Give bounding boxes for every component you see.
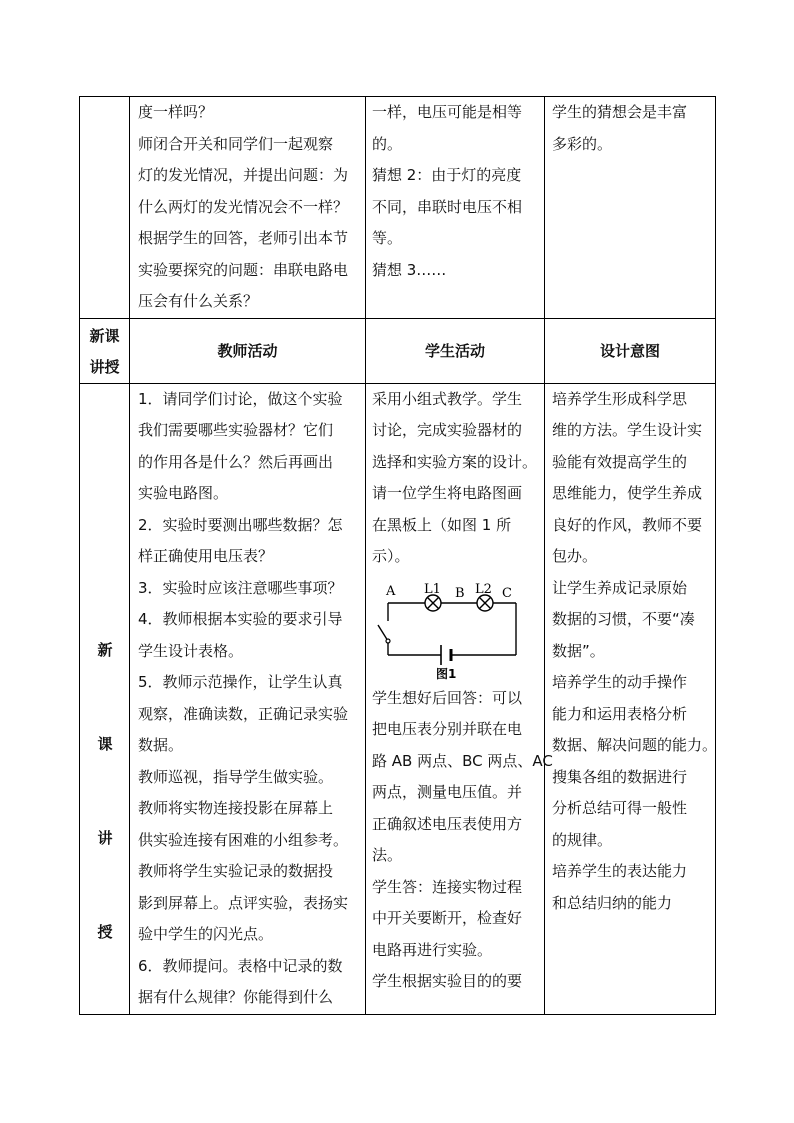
header-teacher-cell (130, 318, 366, 383)
teacher-activity-line: 6．教师提问。表格中记录的数 (138, 956, 343, 975)
circuit-label-c: C (502, 585, 512, 601)
design-intent-line: 数据的习惯，不要“凑 (552, 610, 695, 628)
teacher-activity-line: 数据。 (138, 736, 184, 754)
header-student-label: 学生活动 (424, 342, 485, 360)
student-activity-line: 示）。 (372, 547, 410, 565)
continuation-teacher-text (130, 97, 365, 318)
teacher-activity-line: 1．请同学们讨论，做这个实验 (138, 389, 343, 408)
design-intent-cell (545, 383, 716, 1014)
design-intent-line: 数据”。 (552, 641, 605, 660)
teacher-text-line: 实验要探究的问题：串联电路电 (138, 260, 349, 279)
figure-caption: 图1 (436, 666, 457, 681)
continuation-row (80, 97, 716, 319)
design-intent-line: 和总结归纳的能力 (552, 893, 673, 912)
body-row (80, 383, 716, 1014)
continuation-student-cell (366, 97, 545, 319)
header-section-cell (80, 318, 130, 383)
teacher-activity-line: 5．教师示范操作，让学生认真 (138, 673, 343, 691)
student-activity-line: 学生答：连接实物过程 (372, 877, 523, 896)
design-intent-line: 数据、解决问题的能力。 (552, 736, 718, 754)
design-intent-line: 培养学生的动手操作 (552, 673, 688, 691)
student-text-line: 等。 (372, 229, 403, 247)
design-intent-line: 分析总结可得一般性 (552, 799, 688, 817)
student-activity-line: 学生想好后回答：可以 (372, 688, 523, 707)
design-intent-line: 的规律。 (552, 830, 613, 849)
teacher-activity-line: 2．实验时要测出哪些数据？怎 (138, 515, 343, 534)
teacher-activity-line: 实验电路图。 (138, 484, 229, 502)
design-intent-line: 让学生养成记录原始 (552, 578, 688, 597)
design-intent-line: 包办。 (552, 547, 598, 565)
student-activity-text-b (366, 683, 553, 998)
teacher-activity-text (130, 384, 365, 1014)
lamp-l2-icon (477, 595, 493, 611)
teacher-activity-line: 4．教师根据本实验的要求引导 (138, 610, 343, 628)
student-activity-line: 电路再进行实验。 (372, 940, 493, 959)
design-intent-line: 培养学生的表达能力 (552, 862, 688, 880)
student-text-line: 的。 (372, 134, 403, 153)
design-text-line: 学生的猜想会是丰富 (552, 103, 688, 121)
student-activity-line: 正确叙述电压表使用方 (372, 814, 523, 833)
header-row (80, 318, 716, 383)
lamp-l1-icon (425, 595, 441, 611)
header-teacher-label: 教师活动 (217, 342, 278, 360)
teacher-text-line: 师闭合开关和同学们一起观察 (138, 134, 334, 153)
continuation-design-text (545, 97, 715, 160)
student-activity-line: 法。 (372, 846, 403, 864)
teacher-activity-line: 教师将实物连接投影在屏幕上 (138, 799, 334, 817)
header-section-line2: 讲授 (89, 357, 120, 376)
student-activity-line: 学生根据实验目的的要 (372, 972, 523, 990)
design-intent-line: 搜集各组的数据进行 (552, 767, 688, 786)
teacher-activity-cell (130, 383, 366, 1014)
header-section-line1: 新课 (89, 326, 120, 345)
continuation-side-cell (80, 97, 130, 319)
teacher-activity-line: 据有什么规律？你能得到什么 (138, 988, 334, 1006)
teacher-activity-line: 观察，准确读数，正确记录实验 (138, 704, 349, 723)
student-activity-line: 在黑板上（如图 1 所 (372, 515, 512, 534)
student-activity-line: 两点，测量电压值。并 (372, 783, 523, 801)
header-student-cell (366, 318, 545, 383)
teacher-text-line: 什么两灯的发光情况会不一样？ (138, 197, 349, 216)
circuit-label-l2: L2 (475, 581, 492, 597)
student-activity-line: 把电压表分别并联在电 (372, 720, 523, 738)
switch-lever (378, 625, 388, 641)
side-char-3: 讲 (97, 828, 113, 847)
student-activity-line: 中开关要断开，检查好 (372, 909, 523, 927)
teacher-activity-line: 的作用各是什么？然后再画出 (138, 452, 334, 471)
student-activity-cell (366, 383, 553, 1014)
switch-contact (386, 639, 390, 643)
student-text-line: 一样，电压可能是相等 (372, 103, 523, 121)
circuit-diagram (376, 581, 526, 681)
teacher-text-line: 度一样吗？ (138, 103, 214, 121)
side-char-4: 授 (97, 922, 113, 941)
student-text-line: 不同，串联时电压不相 (372, 197, 523, 216)
student-activity-line: 采用小组式教学。学生 (372, 389, 523, 408)
header-design-label: 设计意图 (599, 342, 660, 360)
design-intent-text (545, 384, 718, 920)
design-intent-line: 良好的作风，教师不要 (552, 515, 703, 534)
student-activity-text-a (366, 384, 544, 573)
student-activity-line: 请一位学生将电路图画 (372, 484, 523, 502)
student-activity-line: 路 AB 两点、BC 两点、AC (372, 751, 553, 770)
continuation-student-text (366, 97, 544, 286)
student-text-line: 猜想 3…… (372, 260, 447, 279)
continuation-design-cell (545, 97, 716, 319)
student-activity-line: 讨论，完成实验器材的 (372, 421, 523, 439)
student-activity-line: 选择和实验方案的设计。 (372, 452, 538, 471)
circuit-label-l1: L1 (424, 581, 441, 597)
teacher-activity-line: 样正确使用电压表？ (138, 547, 274, 565)
battery-icon (441, 645, 451, 665)
header-design-cell (545, 318, 716, 383)
teacher-activity-line: 验中学生的闪光点。 (138, 925, 274, 943)
teacher-text-line: 根据学生的回答，老师引出本节 (138, 229, 349, 247)
circuit-label-a: A (386, 583, 396, 599)
design-text-line: 多彩的。 (552, 134, 613, 153)
design-intent-line: 培养学生形成科学思 (552, 389, 688, 408)
teacher-text-line: 灯的发光情况，并提出问题：为 (138, 166, 349, 184)
side-char-1: 新 (97, 640, 113, 659)
teacher-activity-line: 我们需要哪些实验器材？它们 (138, 421, 334, 439)
design-intent-line: 能力和运用表格分析 (552, 704, 688, 723)
lesson-plan-table (79, 96, 716, 1015)
design-intent-line: 思维能力，使学生养成 (552, 484, 703, 502)
teacher-activity-line: 教师巡视，指导学生做实验。 (138, 767, 334, 786)
teacher-activity-line: 影到屏幕上。点评实验，表扬实 (138, 893, 349, 912)
continuation-teacher-cell (130, 97, 366, 319)
teacher-activity-line: 3．实验时应该注意哪些事项？ (138, 578, 343, 597)
teacher-activity-line: 学生设计表格。 (138, 641, 244, 660)
side-label-cell (80, 383, 130, 1014)
teacher-activity-line: 教师将学生实验记录的数据投 (138, 862, 334, 880)
side-char-2: 课 (97, 734, 113, 753)
student-text-line: 猜想 2：由于灯的亮度 (372, 166, 522, 184)
design-intent-line: 验能有效提高学生的 (552, 452, 688, 471)
circuit-label-b: B (455, 585, 465, 601)
teacher-activity-line: 供实验连接有困难的小组参考。 (138, 830, 349, 849)
design-intent-line: 维的方法。学生设计实 (552, 421, 703, 439)
teacher-text-line: 压会有什么关系？ (138, 292, 259, 310)
